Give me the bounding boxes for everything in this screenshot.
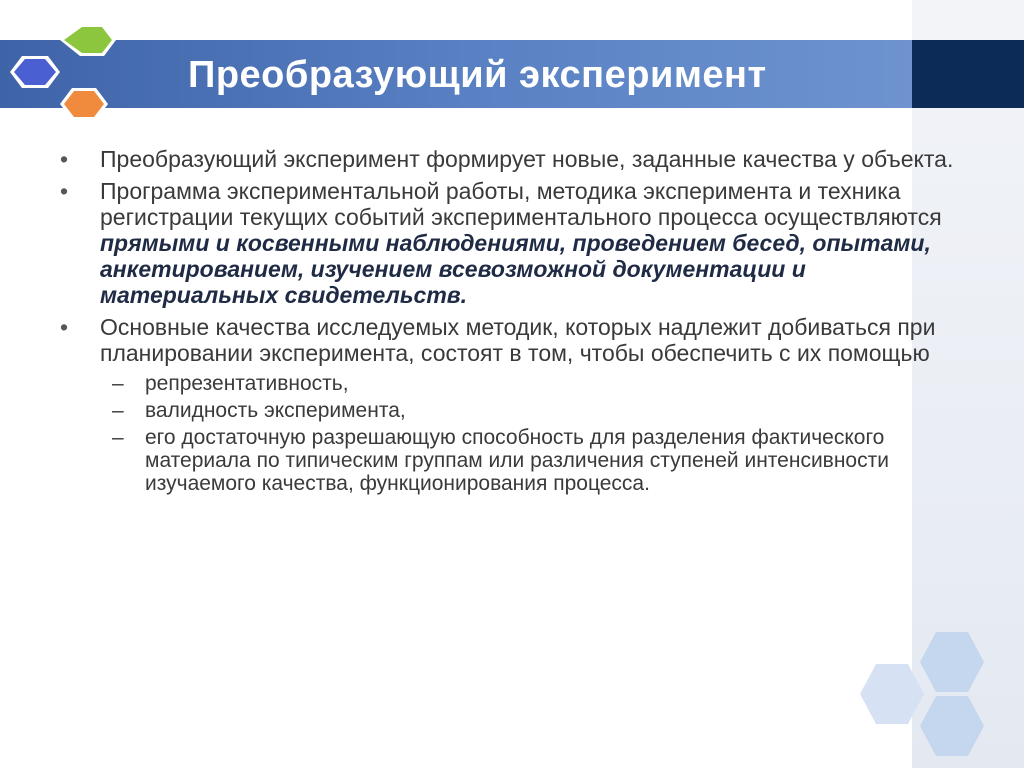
sub-text: валидность эксперимента, [145,399,406,422]
page-title: Преобразующий эксперимент [188,54,767,96]
bullet-emphasis: прямыми и косвенными наблюдениями, проведением бесед, опытами, анкетированием, изучением всевозможной документации и материальных свидетельств. [100,230,931,308]
bullet-marker: • [60,314,69,340]
sub-marker: – [112,372,124,395]
bullet-text: Преобразующий эксперимент формирует новые, заданные качества у объекта. [100,146,954,172]
sub-text: его достаточную разрешающую способность для разделения фактического материала по типическим группам или различения ступеней интенсивности изучаемого качества, функционирования процесса. [145,426,889,495]
hexagon-decoration-icon [850,620,1000,768]
sub-item [60,372,960,395]
hexagon-logo-icon [8,20,120,124]
sub-text: репрезентативность, [145,372,349,395]
title-bar-dark-segment [912,40,1024,108]
bullet-item [60,146,960,172]
sub-item [60,426,960,495]
bullet-item [60,314,960,366]
sub-marker: – [112,399,124,422]
bullet-marker: • [60,178,69,204]
sub-marker: – [112,426,124,449]
slide-content [60,146,960,495]
sub-item [60,399,960,422]
bullet-item [60,178,960,308]
bullet-marker: • [60,146,69,172]
bullet-text: Основные качества исследуемых методик, которых надлежит добиваться при планировании эксперимента, состоят в том, чтобы обеспечить с их помощью [100,314,936,366]
bullet-text: Программа экспериментальной работы, методика эксперимента и техника регистрации текущих событий экспериментального процесса осуществляются [100,178,942,230]
